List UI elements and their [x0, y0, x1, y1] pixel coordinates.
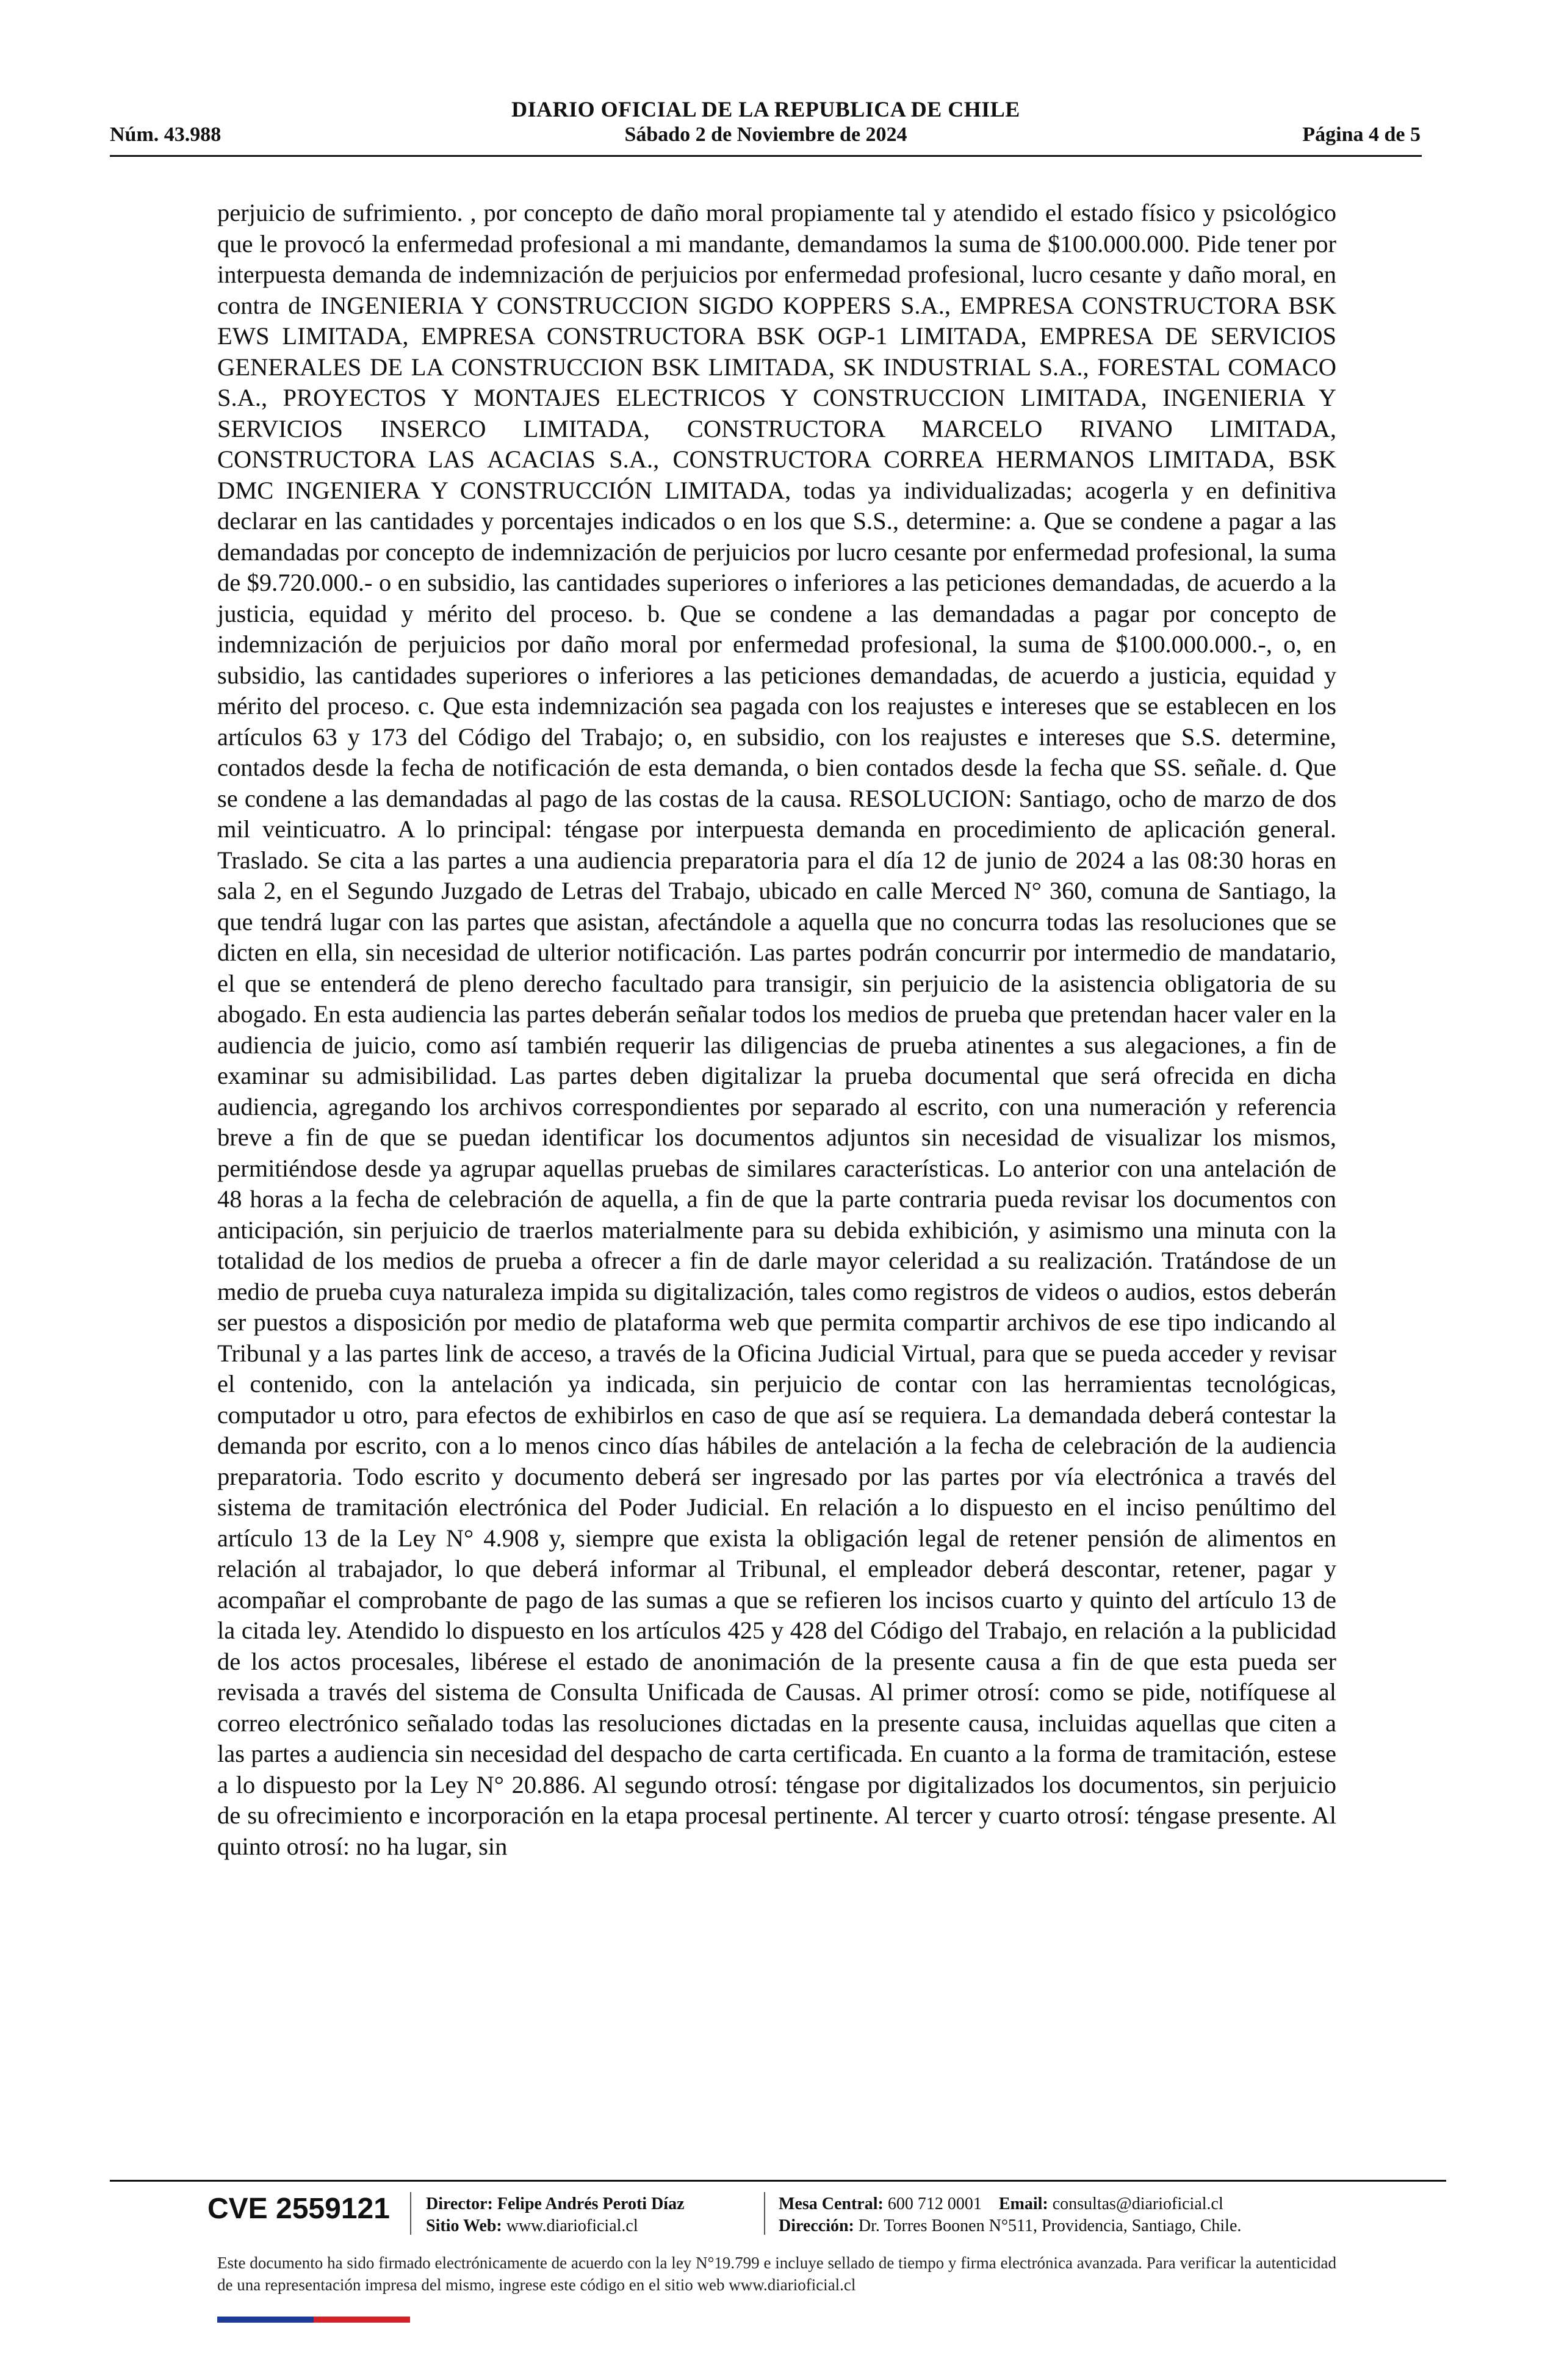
document-body: perjuicio de sufrimiento. , por concepto de daño moral propiamente tal y atendido el estado físico y psicológico que le provocó la enfermedad profesional a mi mandante, demandamos la suma de $100.000.000. Pide tener por interpuesta demanda de indemnización de perjuicios por enfermedad profesional, lucro cesante y daño moral, en contra de INGENIERIA Y CONSTRUCCION SIGDO KOPPERS S.A., EMPRESA CONSTRUCTORA BSK EWS LIMITADA, EMPRESA CONSTRUCTORA BSK OGP-1 LIMITADA, EMPRESA DE SERVICIOS GENERALES DE LA CONSTRUCCION BSK LIMITADA, SK INDUSTRIAL S.A., FORESTAL COMACO S.A., PROYECTOS Y MONTAJES ELECTRICOS Y CONSTRUCCION LIMITADA, INGENIERIA Y SERVICIOS INSERCO LIMITADA, CONSTRUCTORA MARCELO RIVANO LIMITADA, CONSTRUCTORA LAS ACACIAS S.A., CONSTRUCTORA CORREA HERMANOS LIMITADA, BSK DMC INGENIERA Y CONSTRUCCIÓN LIMITADA, todas ya individualizadas; acogerla y en definitiva declarar en las cantidades y porcentajes indicados o en los que S.S., determine: a. Que se condene a pagar a las demandadas por concepto de indemnización de perjuicios por lucro cesante por enfermedad profesional, la suma de $9.720.000.- o en subsidio, las cantidades superiores o inferiores a las peticiones demandadas, de acuerdo a la justicia, equidad y mérito del proceso. b. Que se condene a las demandadas a pagar por concepto de indemnización de perjuicios por daño moral por enfermedad profesional, la suma de $100.000.000.-, o, en subsidio, las cantidades superiores o inferiores a las peticiones demandadas, de acuerdo a justicia, equidad y mérito del proceso. c. Que esta indemnización sea pagada con los reajustes e intereses que se establecen en los artículos 63 y 173 del Código del Trabajo; o, en subsidio, con los reajustes e intereses que S.S. determine, contados desde la fecha de notificación de esta demanda, o bien contados desde la fecha que SS. señale. d. Que se condene a las demandadas al pago de las costas de la causa. RESOLUCION: Santiago, ocho de marzo de dos mil veinticuatro. A lo principal: téngase por interpuesta demanda en procedimiento de aplicación general. Traslado. Se cita a las partes a una audiencia preparatoria para el día 12 de junio de 2024 a las 08:30 horas en sala 2, en el Segundo Juzgado de Letras del Trabajo, ubicado en calle Merced N° 360, comuna de Santiago, la que tendrá lugar con las partes que asistan, afectándole a aquella que no concurra todas las resoluciones que se dicten en ella, sin necesidad de ulterior notificación. Las partes podrán concurrir por intermedio de mandatario, el que se entenderá de pleno derecho facultado para transigir, sin perjuicio de la asistencia obligatoria de su abogado. En esta audiencia las partes deberán señalar todos los medios de prueba que pretendan hacer valer en la audiencia de juicio, como así también requerir las diligencias de prueba atinentes a sus alegaciones, a fin de examinar su admisibilidad. Las partes deben digitalizar la prueba documental que será ofrecida en dicha audiencia, agregando los archivos correspondientes por separado al escrito, con una numeración y referencia breve a fin de que se puedan identificar los documentos adjuntos sin necesidad de visualizar los mismos, permitiéndose desde ya agrupar aquellas pruebas de similares características. Lo anterior con una antelación de 48 horas a la fecha de celebración de aquella, a fin de que la parte contraria pueda revisar los documentos con anticipación, sin perjuicio de traerlos materialmente para su debida exhibición, y asimismo una minuta con la totalidad de los medios de prueba a ofrecer a fin de darle mayor celeridad a su realización. Tratándose de un medio de prueba cuya naturaleza impida su digitalización, tales como registros de videos o audios, estos deberán ser puestos a disposición por medio de plataforma web que permita compartir archivos de ese tipo indicando al Tribunal y a las partes link de acceso, a través de la Oficina Judicial Virtual, para que se pueda acceder y revisar el contenido, con la antelación ya indicada, sin perjuicio de contar con las herramientas tecnológicas, computador u otro, para efectos de exhibirlos en caso de que así se requiera. La demandada deberá contestar la demanda por escrito, con a lo menos cinco días hábiles de antelación a la fecha de celebración de la audiencia preparatoria. Todo escrito y documento deberá ser ingresado por las partes por vía electrónica a través del sistema de tramitación electrónica del Poder Judicial. En relación a lo dispuesto en el inciso penúltimo del artículo 13 de la Ley N° 4.908 y, siempre que exista la obligación legal de retener pensión de alimentos en relación al trabajador, lo que deberá informar al Tribunal, el empleador deberá descontar, retener, pagar y acompañar el comprobante de pago de las sumas a que se refieren los incisos cuarto y quinto del artículo 13 de la citada ley. Atendido lo dispuesto en los artículos 425 y 428 del Código del Trabajo, en relación a la publicidad de los actos procesales, libérese el estado de anonimación de la presente causa a fin de que esta pueda ser revisada a través del sistema de Consulta Unificada de Causas. Al primer otrosí: como se pide, notifíquese al correo electrónico señalado todas las resoluciones dictadas en la presente causa, incluidas aquellas que citen a las partes a audiencia sin necesidad del despacho de carta certificada. En cuanto a la forma de tramitación, estese a lo dispuesto por la Ley N° 20.886. Al segundo otrosí: téngase por digitalizados los documentos, sin perjuicio de su ofrecimiento e incorporación en la etapa procesal pertinente. Al tercer y cuarto otrosí: téngase presente. Al quinto otrosí: no ha lugar, sin	[217, 199, 1336, 1860]
flag-stripe-red	[314, 2317, 410, 2323]
gazette-title: DIARIO OFICIAL DE LA REPUBLICA DE CHILE	[511, 97, 1020, 121]
director-name: Felipe Andrés Peroti Díaz	[497, 2194, 685, 2213]
director-label: Director:	[426, 2194, 493, 2213]
footer-separator	[410, 2192, 411, 2235]
mesa-phone: 600 712 0001	[887, 2194, 982, 2213]
footer-divider	[110, 2180, 1446, 2182]
footer-contact-block	[779, 2193, 1241, 2237]
email-label: Email:	[998, 2194, 1048, 2213]
cve-code: CVE 2559121	[207, 2193, 390, 2225]
site-link[interactable]: www.diarioficial.cl	[506, 2216, 638, 2235]
page-indicator: Página 4 de 5	[1302, 123, 1421, 146]
flag-stripe-blue	[217, 2317, 314, 2323]
electronic-signature-notice: Este documento ha sido firmado electrónicamente de acuerdo con la ley N°19.799 e incluye sellado de tiempo y firma electrónica avanzada. Para verificar la autenticidad de una representación impresa del mismo, ingrese este código en el sitio web www.diarioficial.cl	[217, 2254, 1336, 2294]
address-value: Dr. Torres Boonen N°511, Providencia, Santiago, Chile.	[858, 2216, 1242, 2235]
issue-number: Núm. 43.988	[110, 123, 222, 146]
site-label: Sitio Web:	[426, 2216, 502, 2235]
email-link[interactable]: consultas@diarioficial.cl	[1052, 2194, 1223, 2213]
header-divider	[110, 155, 1422, 157]
address-label: Dirección:	[779, 2216, 854, 2235]
mesa-label: Mesa Central:	[779, 2194, 884, 2213]
issue-date: Sábado 2 de Noviembre de 2024	[624, 123, 907, 146]
footer-director-block	[426, 2193, 685, 2237]
footer-separator	[764, 2192, 765, 2235]
